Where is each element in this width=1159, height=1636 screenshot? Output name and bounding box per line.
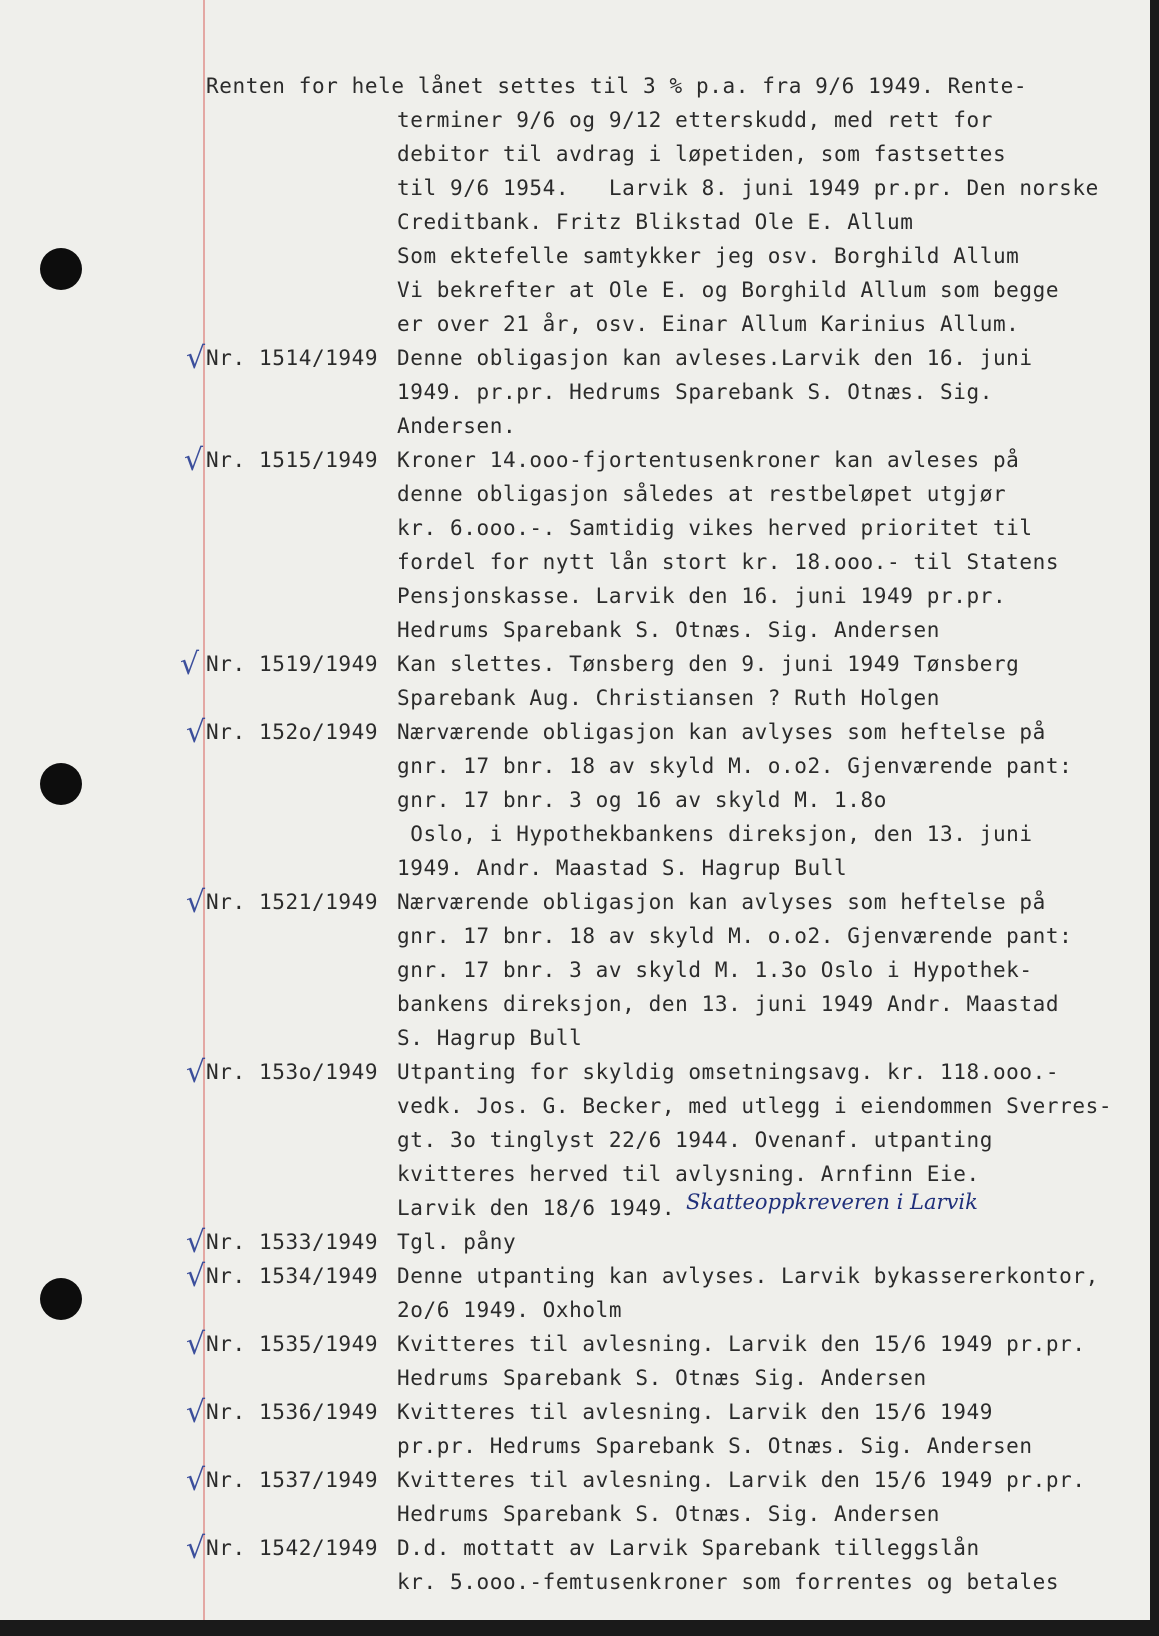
entry-number: Nr. 153o/1949 [206, 1060, 379, 1084]
text-line: Kvitteres til avlesning. Larvik den 15/6 1949 pr.pr. [397, 1332, 1086, 1356]
text-line: gnr. 17 bnr. 3 og 16 av skyld M. 1.8o [397, 788, 887, 812]
check-mark-icon: √ [186, 715, 206, 750]
check-mark-icon: √ [186, 1395, 206, 1430]
text-line: Kvitteres til avlesning. Larvik den 15/6 1949 pr.pr. [397, 1468, 1086, 1492]
text-line: denne obligasjon således at restbeløpet utgjør [397, 482, 1007, 506]
entry-number: Nr. 1521/1949 [206, 890, 379, 914]
text-line: bankens direksjon, den 13. juni 1949 Andr. Maastad [397, 992, 1060, 1016]
punch-hole [40, 1278, 82, 1320]
text-line: Hedrums Sparebank S. Otnæs. Sig. Andersen [397, 618, 940, 642]
text-line: Kvitteres til avlesning. Larvik den 15/6 1949 [397, 1400, 993, 1424]
check-mark-icon: √ [186, 885, 206, 920]
text-line: Kroner 14.ooo-fjortentusenkroner kan avleses på [397, 448, 1020, 472]
entry-number: Nr. 1537/1949 [206, 1468, 379, 1492]
check-mark-icon: √ [186, 1531, 206, 1566]
check-mark-icon: √ [186, 1225, 206, 1260]
text-line: Hedrums Sparebank S. Otnæs. Sig. Andersen [397, 1502, 940, 1526]
text-line: 2o/6 1949. Oxholm [397, 1298, 623, 1322]
check-mark-icon: √ [184, 443, 204, 478]
text-line: Vi bekrefter at Ole E. og Borghild Allum som begge [397, 278, 1060, 302]
entry-number: Nr. 1536/1949 [206, 1400, 379, 1424]
text-line: Sparebank Aug. Christiansen ? Ruth Holgen [397, 686, 940, 710]
text-line: er over 21 år, osv. Einar Allum Karinius Allum. [397, 312, 1020, 336]
text-line: Tgl. påny [397, 1230, 517, 1254]
entry-number: Nr. 1515/1949 [206, 448, 379, 472]
text-line: Kan slettes. Tønsberg den 9. juni 1949 Tønsberg [397, 652, 1020, 676]
text-line: Nærværende obligasjon kan avlyses som heftelse på [397, 720, 1046, 744]
text-line: kr. 5.ooo.-femtusenkroner som forrentes og betales [397, 1570, 1060, 1594]
entry-number: Nr. 1535/1949 [206, 1332, 379, 1356]
text-line: terminer 9/6 og 9/12 etterskudd, med rett for [397, 108, 993, 132]
text-line: gnr. 17 bnr. 18 av skyld M. o.o2. Gjenværende pant: [397, 754, 1073, 778]
text-line: Hedrums Sparebank S. Otnæs Sig. Andersen [397, 1366, 927, 1390]
entry-number: Nr. 1519/1949 [206, 652, 379, 676]
text-line: Creditbank. Fritz Blikstad Ole E. Allum [397, 210, 914, 234]
text-line: 1949. Andr. Maastad S. Hagrup Bull [397, 856, 848, 880]
check-mark-icon: √ [186, 341, 206, 376]
text-line: S. Hagrup Bull [397, 1026, 583, 1050]
text-line: fordel for nytt lån stort kr. 18.ooo.- til Statens [397, 550, 1060, 574]
text-line: Nærværende obligasjon kan avlyses som heftelse på [397, 890, 1046, 914]
scan-border [0, 1620, 1159, 1636]
text-line: gnr. 17 bnr. 3 av skyld M. 1.3o Oslo i Hypothek- [397, 958, 1033, 982]
text-line: kr. 6.ooo.-. Samtidig vikes herved prioritet til [397, 516, 1033, 540]
text-line: Denne utpanting kan avlyses. Larvik bykassererkontor, [397, 1264, 1099, 1288]
text-line: Som ektefelle samtykker jeg osv. Borghild Allum [397, 244, 1020, 268]
text-line: pr.pr. Hedrums Sparebank S. Otnæs. Sig. Andersen [397, 1434, 1033, 1458]
text-line: kvitteres herved til avlysning. Arnfinn Eie. [397, 1162, 980, 1186]
text-line: til 9/6 1954. Larvik 8. juni 1949 pr.pr. Den norske [397, 176, 1099, 200]
text-line: 1949. pr.pr. Hedrums Sparebank S. Otnæs. Sig. [397, 380, 993, 404]
entry-number: Nr. 1514/1949 [206, 346, 379, 370]
text-line: Pensjonskasse. Larvik den 16. juni 1949 pr.pr. [397, 584, 1007, 608]
text-line: Renten for hele lånet settes til 3 % p.a. fra 9/6 1949. Rente- [206, 74, 1028, 98]
check-mark-icon: √ [186, 1055, 206, 1090]
text-line: Utpanting for skyldig omsetningsavg. kr. 118.ooo.- [397, 1060, 1060, 1084]
text-line: Larvik den 18/6 1949. [397, 1196, 676, 1220]
text-line: vedk. Jos. G. Becker, med utlegg i eiendommen Sverres- [397, 1094, 1113, 1118]
text-line: Andersen. [397, 414, 517, 438]
check-mark-icon: √ [186, 1463, 206, 1498]
entry-number: Nr. 1533/1949 [206, 1230, 379, 1254]
check-mark-icon: √ [186, 1259, 206, 1294]
check-mark-icon: √ [180, 647, 200, 682]
margin-rule [203, 0, 205, 1620]
text-line: gt. 3o tinglyst 22/6 1944. Ovenanf. utpanting [397, 1128, 993, 1152]
text-line: debitor til avdrag i løpetiden, som fastsettes [397, 142, 1007, 166]
entry-number: Nr. 1542/1949 [206, 1536, 379, 1560]
punch-hole [40, 763, 82, 805]
text-line: gnr. 17 bnr. 18 av skyld M. o.o2. Gjenværende pant: [397, 924, 1073, 948]
punch-hole [40, 248, 82, 290]
text-line: Oslo, i Hypothekbankens direksjon, den 13. juni [397, 822, 1033, 846]
entry-number: Nr. 152o/1949 [206, 720, 379, 744]
entry-number: Nr. 1534/1949 [206, 1264, 379, 1288]
text-line: Denne obligasjon kan avleses.Larvik den 16. juni [397, 346, 1033, 370]
handwritten-signature: Skatteoppkreveren i Larvik [686, 1190, 978, 1214]
text-line: D.d. mottatt av Larvik Sparebank tilleggslån [397, 1536, 980, 1560]
check-mark-icon: √ [186, 1327, 206, 1362]
